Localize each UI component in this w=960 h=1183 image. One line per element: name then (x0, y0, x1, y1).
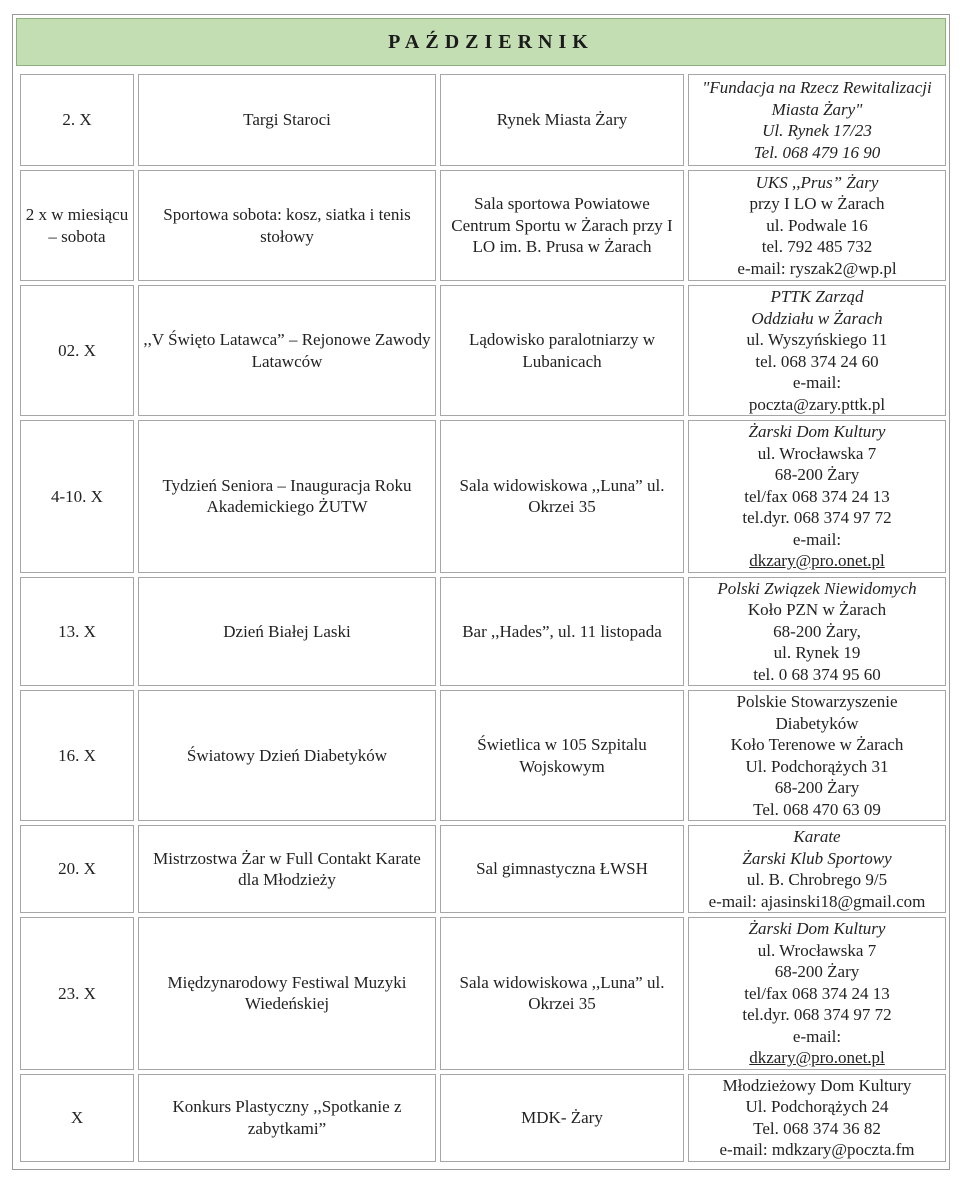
event-date: 2 x w miesiącu – sobota (20, 170, 134, 281)
event-name: Mistrzostwa Żar w Full Contakt Karate dla Młodzieży (138, 825, 436, 913)
event-date: 23. X (20, 917, 134, 1070)
month-header (16, 18, 946, 66)
organizer-line: 68-200 Żary (774, 778, 860, 797)
organizer-line: 68-200 Żary (774, 465, 860, 484)
organizer-line: ul. Rynek 19 (773, 643, 861, 662)
event-name: Konkurs Plastyczny ,,Spotkanie z zabytkami” (138, 1074, 436, 1162)
event-date: 20. X (20, 825, 134, 913)
event-date: 13. X (20, 577, 134, 687)
event-organizer (688, 917, 946, 1070)
organizer-line: e-mail: ajasinski18@gmail.com (708, 891, 926, 911)
event-name: Światowy Dzień Diabetyków (138, 690, 436, 821)
organizer-line: Karate (793, 827, 841, 846)
organizer-line: Żarski Dom Kultury (748, 422, 886, 441)
event-date: 16. X (20, 690, 134, 821)
event-date: X (20, 1074, 134, 1162)
event-name: Dzień Białej Laski (138, 577, 436, 687)
organizer-line: tel/fax 068 374 24 13 (744, 486, 890, 506)
event-organizer (688, 420, 946, 573)
event-date: 02. X (20, 285, 134, 416)
organizer-line: e-mail: (792, 529, 842, 549)
event-organizer (688, 1074, 946, 1162)
organizer-line: Koło PZN w Żarach (747, 600, 887, 619)
event-organizer (688, 285, 946, 416)
table-row (20, 285, 946, 416)
table-row (20, 825, 946, 913)
organizer-line: Ul. Podchorążych 24 (745, 1097, 889, 1116)
organizer-line: tel. 792 485 732 (761, 237, 873, 257)
organizer-line: tel.dyr. 068 374 97 72 (742, 508, 892, 527)
organizer-line: Polski Związek Niewidomych (717, 578, 917, 598)
organizer-line: Ul. Podchorążych 31 (745, 756, 889, 776)
event-name: ,,V Święto Latawca” – Rejonowe Zawody Latawców (138, 285, 436, 416)
event-place: Lądowisko paralotniarzy w Lubanicach (440, 285, 684, 416)
table-row (20, 1074, 946, 1162)
events-table-body (20, 74, 946, 1162)
organizer-line: Ul. Rynek 17/23 (762, 121, 872, 140)
organizer-line: Tel. 068 470 63 09 (753, 799, 881, 819)
events-table (16, 70, 950, 1166)
table-row (20, 420, 946, 573)
organizer-line: tel/fax 068 374 24 13 (744, 983, 890, 1003)
month-title: PAŹDZIERNIK (388, 30, 594, 53)
organizer-line: tel.dyr. 068 374 97 72 (742, 1005, 892, 1024)
organizer-line: tel. 0 68 374 95 60 (753, 664, 881, 684)
event-name: Tydzień Seniora – Inauguracja Roku Akademickiego ŻUTW (138, 420, 436, 573)
organizer-line: dkzary@pro.onet.pl (749, 551, 885, 570)
organizer-line: Tel. 068 479 16 90 (753, 142, 881, 162)
event-place: Sal gimnastyczna ŁWSH (440, 825, 684, 913)
organizer-line: dkzary@pro.onet.pl (749, 1048, 885, 1067)
organizer-line: e-mail: ryszak2@wp.pl (737, 258, 897, 278)
event-place: Sala sportowa Powiatowe Centrum Sportu w Żarach przy I LO im. B. Prusa w Żarach (440, 170, 684, 281)
organizer-line: e-mail: (792, 373, 842, 392)
organizer-line: ul. Wrocławska 7 (757, 443, 877, 463)
organizer-line: ul. Wyszyńskiego 11 (746, 330, 888, 349)
event-place: Bar ,,Hades”, ul. 11 listopada (440, 577, 684, 687)
event-organizer (688, 825, 946, 913)
table-row (20, 577, 946, 687)
organizer-line: ul. B. Chrobrego 9/5 (746, 870, 888, 889)
organizer-line: Koło Terenowe w Żarach (730, 735, 904, 754)
event-place: Sala widowiskowa ,,Luna” ul. Okrzei 35 (440, 917, 684, 1070)
table-row (20, 74, 946, 166)
event-place: Świetlica w 105 Szpitalu Wojskowym (440, 690, 684, 821)
event-date: 2. X (20, 74, 134, 166)
event-organizer (688, 74, 946, 166)
event-name: Targi Staroci (138, 74, 436, 166)
organizer-line: Żarski Klub Sportowy (742, 848, 892, 868)
organizer-line: ul. Podwale 16 (766, 215, 868, 235)
event-place: MDK- Żary (440, 1074, 684, 1162)
organizer-line: 68-200 Żary, (773, 621, 861, 641)
event-date: 4-10. X (20, 420, 134, 573)
event-organizer (688, 170, 946, 281)
organizer-line: Miasta Żary" (771, 99, 863, 119)
organizer-line: Tel. 068 374 36 82 (753, 1118, 881, 1138)
organizer-line: Młodzieżowy Dom Kultury (722, 1075, 912, 1095)
organizer-line: PTTK Zarząd (770, 287, 864, 306)
organizer-line: Polskie Stowarzyszenie (736, 692, 898, 711)
event-organizer (688, 577, 946, 687)
organizer-line: Żarski Dom Kultury (748, 919, 886, 938)
organizer-line: e-mail: mdkzary@poczta.fm (719, 1140, 915, 1159)
organizer-line: poczta@zary.pttk.pl (748, 394, 886, 414)
table-row (20, 690, 946, 821)
organizer-line: Diabetyków (775, 713, 859, 733)
organizer-line: "Fundacja na Rzecz Rewitalizacji (702, 78, 932, 97)
event-organizer (688, 690, 946, 821)
organizer-line: e-mail: (792, 1026, 842, 1046)
organizer-line: ul. Wrocławska 7 (757, 940, 877, 960)
event-place: Rynek Miasta Żary (440, 74, 684, 166)
organizer-line: 68-200 Żary (774, 962, 860, 981)
table-row (20, 917, 946, 1070)
table-row (20, 170, 946, 281)
organizer-line: przy I LO w Żarach (749, 194, 885, 214)
organizer-line: Oddziału w Żarach (751, 308, 883, 328)
organizer-line: UKS ,,Prus” Żary (755, 172, 879, 192)
organizer-line: tel. 068 374 24 60 (755, 351, 879, 371)
event-name: Sportowa sobota: kosz, siatka i tenis stołowy (138, 170, 436, 281)
event-place: Sala widowiskowa ,,Luna” ul. Okrzei 35 (440, 420, 684, 573)
event-name: Międzynarodowy Festiwal Muzyki Wiedeńskiej (138, 917, 436, 1070)
